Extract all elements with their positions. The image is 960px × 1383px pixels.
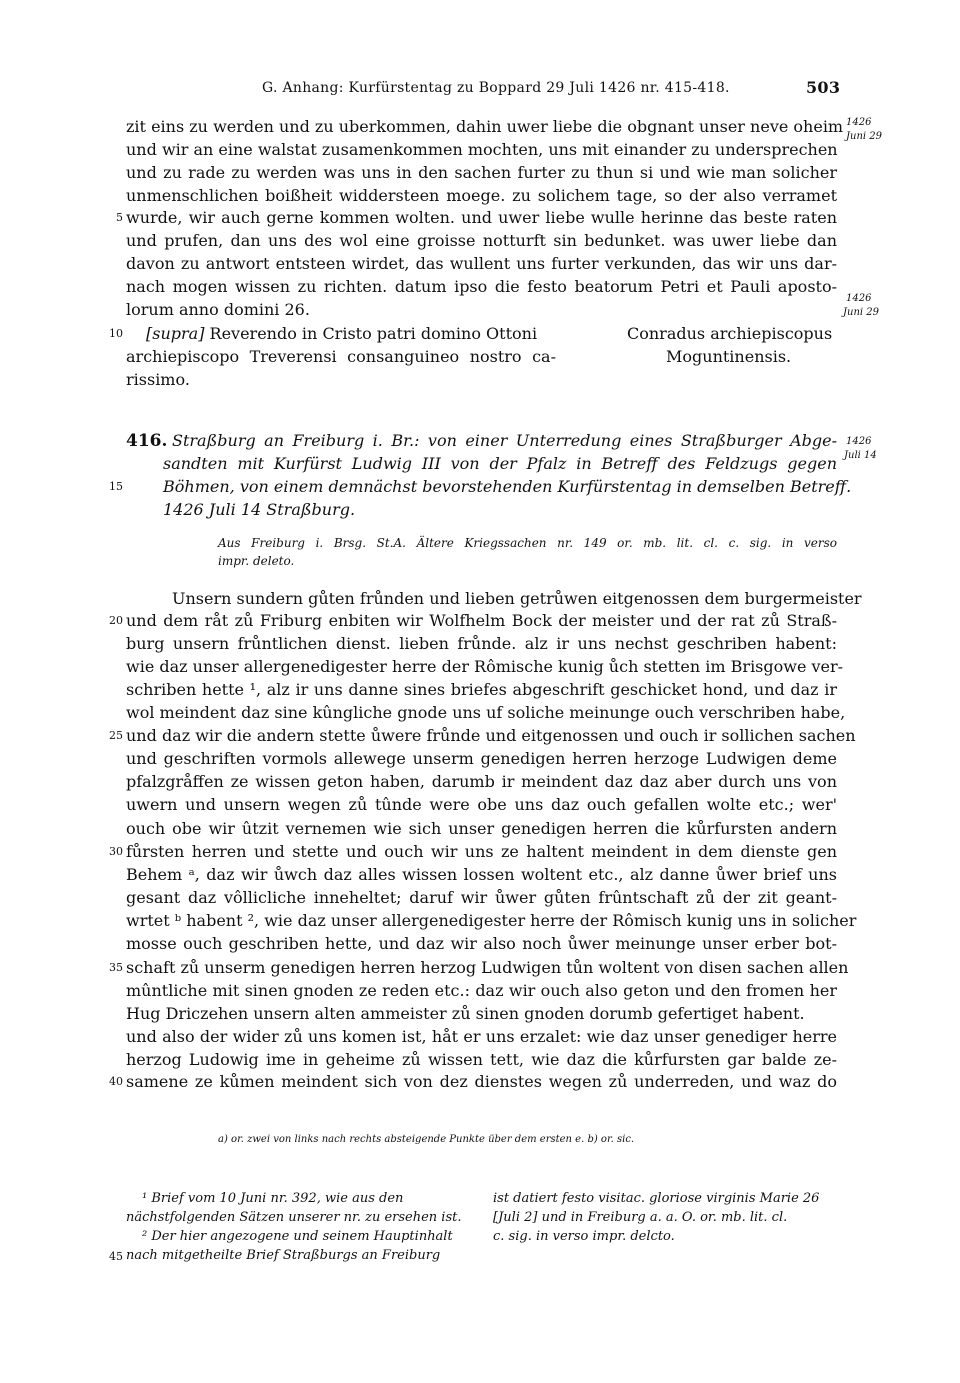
text-line: lorum anno domini 26. (126, 300, 310, 319)
margin-day-mid: Juni 29 (843, 307, 879, 318)
footnote-line: ist datiert festo visitac. gloriose virginis Marie 26 (493, 1191, 820, 1206)
text-line: gesant daz vôllicliche inneheltet; daruf wir ůwer gůten frûntschaft zů der zit geant- (126, 888, 837, 907)
line-number: 35 (109, 961, 123, 974)
signature-line: Moguntinensis. (666, 347, 792, 366)
address-tag: [supra] (146, 324, 205, 343)
footnote-line: nächstfolgenden Sätzen unserer nr. zu ersehen ist. (126, 1210, 462, 1225)
regest-line: 1426 Juli 14 Straßburg. (163, 500, 356, 519)
address-line: rissimo. (126, 370, 190, 389)
address-line (146, 323, 556, 345)
line-number: 10 (109, 327, 123, 340)
line-number: 40 (109, 1075, 123, 1088)
footnote-line: [Juli 2] und in Freiburg a. a. O. or. mb. lit. cl. (493, 1210, 788, 1225)
text-line: und also der wider zů uns komen ist, håt er uns erzalet: wie daz unser genediger herre (126, 1027, 837, 1046)
text-line: und dem råt zů Friburg enbiten wir Wolfhelm Bock der meister und der rat zů Straß- (126, 611, 837, 630)
text-line: schaft zů unserm genedigen herren herzog Ludwigen tůn woltent von disen sachen allen (126, 958, 849, 977)
margin-year-416: 1426 (846, 436, 872, 447)
text-line: wol meindent daz sine kûngliche gnode uns uf soliche meinunge ouch verschriben habe, (126, 703, 846, 722)
line-number: 45 (109, 1250, 123, 1263)
text-line: fůrsten herren und stette und ouch wir uns ze haltent meindent in dem dienste gen (126, 842, 837, 861)
margin-year-top: 1426 (846, 117, 872, 128)
line-number: 25 (109, 729, 123, 742)
running-title: G. Anhang: Kurfürstentag zu Boppard 29 Juli 1426 nr. 415-418. (262, 80, 730, 96)
text-line: unmenschlichen boißheit widdersteen moege. zu solichem tage, so der also verramet (126, 186, 837, 205)
text-line: Behem ᵃ, daz wir ůwch daz alles wissen lossen woltent etc., alz danne ůwer brief uns (126, 865, 837, 884)
document-number: 416. (126, 431, 168, 451)
line-number: 15 (109, 480, 123, 493)
text-line: uwern und unsern wegen zů tûnde were obe uns daz ouch gefallen wolte etc.; wer' (126, 795, 837, 814)
page-number: 503 (806, 78, 841, 97)
text-line: und prufen, dan uns des wol eine groisse notturft sin bedunket. was uwer liebe dan (126, 231, 837, 250)
text-line: mûntliche mit sinen gnoden ze reden etc.: daz wir ouch also geton und den fromen her (126, 981, 837, 1000)
text-line: Unsern sundern gůten frůnden und lieben getrůwen eitgenossen dem burgermeister (172, 589, 862, 608)
source-line: impr. deleto. (218, 554, 295, 568)
text-line: burg unsern frůntlichen dienst. lieben frůnde. alz ir uns nechst geschriben habent: (126, 634, 837, 653)
text-line: und geschriften vormols allewege unserm genedigen herren herzoge Ludwigen deme (126, 749, 837, 768)
text-line: schriben hette ¹, alz ir uns danne sines briefes abgeschrift geschicket hond, und daz ir (126, 680, 837, 699)
line-number: 5 (116, 211, 123, 224)
regest-line: sandten mit Kurfürst Ludwig III von der Pfalz in Betreff des Feldzugs gegen (163, 454, 837, 473)
text-line: nach mogen wissen zu richten. datum ipso die festo beatorum Petri et Pauli aposto- (126, 277, 837, 296)
text-line: und wir an eine walstat zusamenkommen mochten, uns mit einander zu undersprechen (126, 140, 838, 159)
text-line: und zu rade zu werden was uns in den sachen furter zu thun si und wie man solicher (126, 163, 837, 182)
text-line: zit eins zu werden und zu uberkommen, dahin uwer liebe die obgnant unser neve oheim (126, 117, 844, 136)
line-number: 30 (109, 845, 123, 858)
apparatus-note: a) or. zwei von links nach rechts absteigende Punkte über dem ersten e. b) or. sic. (218, 1134, 635, 1145)
text-line: davon zu antwort entsteen wirdet, das wullent uns furter verkunden, das wir uns dar- (126, 254, 837, 273)
signature-line: Conradus archiepiscopus (627, 324, 833, 343)
margin-day-top: Juni 29 (846, 131, 882, 142)
margin-year-mid: 1426 (846, 293, 872, 304)
text-line: und daz wir die andern stette ůwere frůnde und eitgenossen und ouch ir sollichen sachen (126, 726, 856, 745)
text-line: wurde, wir auch gerne kommen wolten. und uwer liebe wulle herinne das beste raten (126, 208, 837, 227)
footnote-line: nach mitgetheilte Brief Straßburgs an Freiburg (126, 1248, 441, 1263)
text-line: herzog Ludowig ime in geheime zů wissen tett, wie daz die kůrfursten gar balde ze- (126, 1050, 837, 1069)
text-line: mosse ouch geschriben hette, und daz wir also noch ůwer meinunge unser erber bot- (126, 934, 837, 953)
text-line: pfalzgråffen ze wissen geton haben, darumb ir meindent daz daz aber durch uns von (126, 772, 837, 791)
footnote-line: ¹ Brief vom 10 Juni nr. 392, wie aus den (142, 1191, 404, 1206)
regest-line: Straßburg an Freiburg i. Br.: von einer Unterredung eines Straßburger Abge- (172, 431, 837, 450)
margin-day-416: Juli 14 (844, 450, 877, 461)
regest-line: Böhmen, von einem demnächst bevorstehenden Kurfürstentag in demselben Betreff. (163, 477, 852, 496)
line-number: 20 (109, 614, 123, 627)
address-text: Reverendo in Cristo patri domino Ottoni (204, 324, 538, 343)
text-line: wrtet ᵇ habent ², wie daz unser allergenedigester herre der Rômisch kunig uns in solicher (126, 911, 857, 930)
text-line: wie daz unser allergenedigester herre der Rômische kunig ůch stetten im Brisgowe ver- (126, 657, 844, 676)
footnote-line: c. sig. in verso impr. delcto. (493, 1229, 675, 1244)
text-line: ouch obe wir ûtzit vernemen wie sich unser genedigen herren die kůrfursten andern (126, 819, 837, 838)
source-line: Aus Freiburg i. Brsg. St.A. Ältere Kriegssachen nr. 149 or. mb. lit. cl. c. sig. in verso (218, 536, 837, 550)
text-line: Hug Driczehen unsern alten ammeister zů sinen gnoden dorumb gefertiget habent. (126, 1004, 805, 1023)
footnote-line: ² Der hier angezogene und seinem Hauptinhalt (142, 1229, 453, 1244)
text-line: samene ze kůmen meindent sich von dez dienstes wegen zů underreden, und waz do (126, 1072, 837, 1091)
address-line: archiepiscopo Treverensi consanguineo nostro ca- (126, 347, 556, 366)
